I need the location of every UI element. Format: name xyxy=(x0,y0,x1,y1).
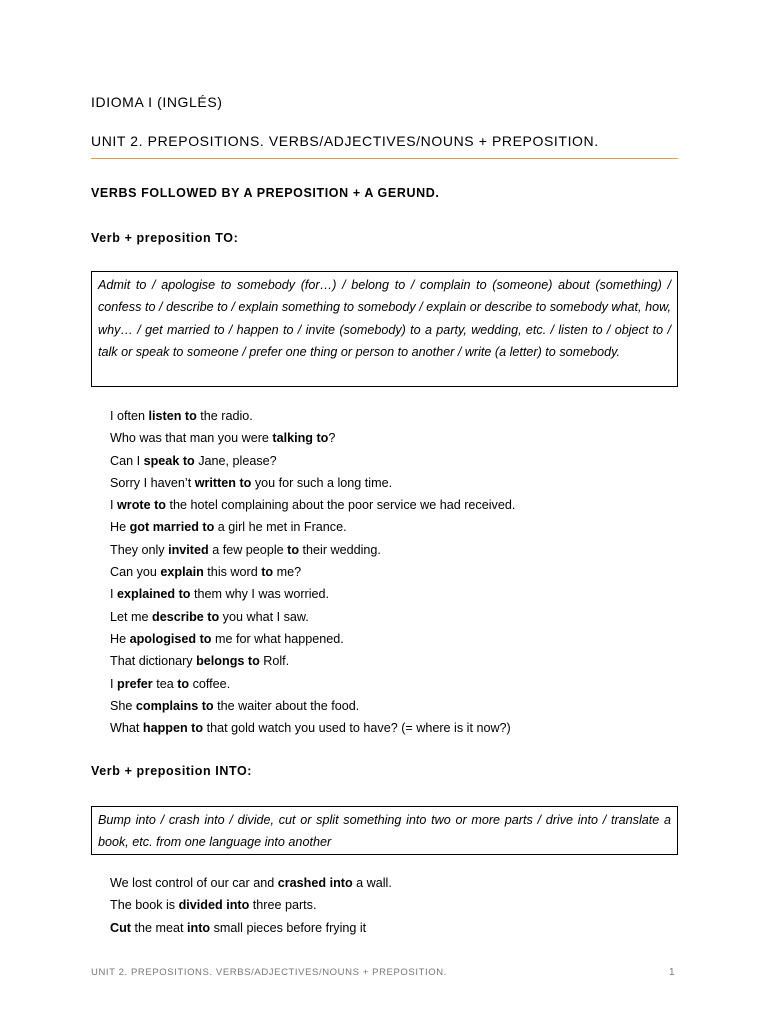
bold-phrase: into xyxy=(187,920,211,935)
footer-text: UNIT 2. PREPOSITIONS. VERBS/ADJECTIVES/NOUNS + PREPOSITION. xyxy=(91,967,447,978)
example-sentence xyxy=(110,695,515,717)
sentence-text: you for such a long time. xyxy=(251,475,393,490)
sentence-text: the waiter about the food. xyxy=(213,698,360,713)
bold-phrase: describe to xyxy=(152,609,220,624)
sentence-text: I often xyxy=(110,409,149,423)
bold-phrase: to xyxy=(261,565,274,580)
verb-into-heading: Verb + preposition INTO: xyxy=(91,764,253,778)
bold-phrase: talking to xyxy=(272,431,329,446)
example-sentence xyxy=(110,427,515,449)
sentence-text: small pieces before frying it xyxy=(210,920,367,935)
sentence-text: I xyxy=(110,676,117,691)
sentence-text: their wedding. xyxy=(299,542,381,557)
verb-into-box: Bump into / crash into / divide, cut or split something into two or more parts / drive into / translate a book, etc. from one language into another xyxy=(91,806,678,855)
sentence-text: tea xyxy=(152,676,178,691)
bold-phrase: written to xyxy=(194,475,252,490)
sentence-text: Who was that man you were xyxy=(110,431,273,446)
bold-phrase: happen to xyxy=(142,721,204,736)
bold-phrase: divided into xyxy=(178,898,250,913)
unit-title: UNIT 2. PREPOSITIONS. VERBS/ADJECTIVES/NOUNS + PREPOSITION. xyxy=(91,133,599,149)
example-sentence xyxy=(110,450,515,472)
bold-phrase: to xyxy=(287,542,300,557)
bold-phrase: got married to xyxy=(129,520,215,535)
example-sentence xyxy=(110,628,515,650)
bold-phrase: wrote to xyxy=(117,498,166,513)
sentence-text: He xyxy=(110,631,130,646)
sentence-text: Sorry I haven’t xyxy=(110,475,195,490)
sentence-text: ? xyxy=(328,431,336,446)
sentence-text: a wall. xyxy=(352,876,392,890)
sentence-text: Can I xyxy=(110,453,144,468)
example-sentence xyxy=(110,606,515,628)
verb-to-box: Admit to / apologise to somebody (for…) / belong to / complain to (someone) about (something) / confess to / describe to / explain something to somebody / explain or describe to somebody what, how, why… / get married to / happen to / invite (somebody) to a party, wedding, etc. / listen to / object to / talk or speak to someone / prefer one thing or person to another / write (a letter) to somebody. xyxy=(91,271,678,387)
example-sentence xyxy=(110,894,392,916)
bold-phrase: explain xyxy=(160,565,204,580)
course-title: IDIOMA I (INGLÉS) xyxy=(91,94,223,110)
sentence-text: Rolf. xyxy=(259,654,290,669)
sentence-text: three parts. xyxy=(249,898,317,913)
bold-phrase: belongs to xyxy=(196,654,260,669)
bold-phrase: prefer xyxy=(117,676,153,691)
sentence-text: the radio. xyxy=(196,409,253,423)
sentence-text: I xyxy=(110,498,117,513)
sentence-text: me for what happened. xyxy=(211,631,344,646)
sentence-text: the meat xyxy=(130,920,187,935)
example-sentence xyxy=(110,539,515,561)
example-sentence xyxy=(110,717,515,739)
sentence-text: What xyxy=(110,721,143,736)
sentence-text: The book is xyxy=(110,898,179,913)
example-sentence xyxy=(110,673,515,695)
section-heading: VERBS FOLLOWED BY A PREPOSITION + A GERUND. xyxy=(91,186,440,200)
page-number: 1 xyxy=(669,967,675,978)
sentence-text: He xyxy=(110,520,130,535)
example-sentence xyxy=(110,583,515,605)
example-sentence xyxy=(110,561,515,583)
sentence-text: Jane, please? xyxy=(194,453,277,468)
bold-phrase: explained to xyxy=(117,587,191,602)
bold-phrase: apologised to xyxy=(129,631,212,646)
bold-phrase: invited xyxy=(168,542,209,557)
verb-to-heading: Verb + preposition TO: xyxy=(91,231,239,245)
bold-phrase: Cut xyxy=(110,920,131,935)
bold-phrase: complains to xyxy=(135,698,214,713)
sentence-text: me? xyxy=(273,565,302,580)
sentence-text: the hotel complaining about the poor service we had received. xyxy=(165,498,516,513)
sentence-text: you what I saw. xyxy=(219,609,309,624)
sentence-text: We lost control of our car and xyxy=(110,876,278,890)
sentence-text: a few people xyxy=(208,542,288,557)
example-sentence xyxy=(110,516,515,538)
sentence-text: Can you xyxy=(110,565,161,580)
sentence-text: that gold watch you used to have? (= where is it now?) xyxy=(203,721,511,736)
sentence-text: them why I was worried. xyxy=(190,587,330,602)
sentence-text: this word xyxy=(203,565,262,580)
example-sentence xyxy=(110,405,515,427)
sentence-text: She xyxy=(110,698,136,713)
example-sentence xyxy=(110,494,515,516)
verb-to-examples xyxy=(110,405,515,739)
example-sentence xyxy=(110,917,392,939)
example-sentence xyxy=(110,872,392,894)
verb-into-examples xyxy=(110,872,392,939)
bold-phrase: to xyxy=(177,676,190,691)
sentence-text: a girl he met in France. xyxy=(214,520,347,535)
bold-phrase: crashed into xyxy=(277,876,353,890)
header-divider xyxy=(91,158,678,159)
example-sentence xyxy=(110,650,515,672)
sentence-text: coffee. xyxy=(189,676,231,691)
sentence-text: That dictionary xyxy=(110,654,197,669)
bold-phrase: speak to xyxy=(143,453,195,468)
example-sentence xyxy=(110,472,515,494)
bold-phrase: listen to xyxy=(148,409,197,423)
sentence-text: They only xyxy=(110,542,169,557)
sentence-text: I xyxy=(110,587,117,602)
sentence-text: Let me xyxy=(110,609,152,624)
